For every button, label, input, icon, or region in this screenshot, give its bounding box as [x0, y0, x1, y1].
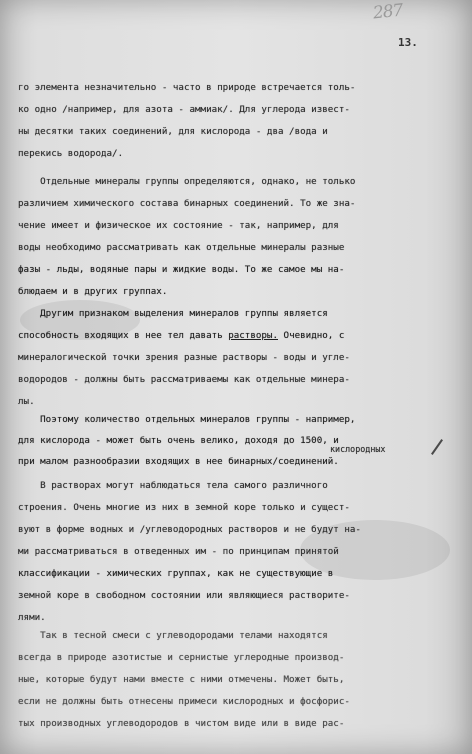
text-line: минералогической точки зрения разные растворы - воды и угле-: [18, 352, 350, 363]
handwritten-insertion: кислородных: [330, 444, 386, 454]
text-line: го элемента незначительно - часто в природе встречается толь-: [18, 82, 356, 93]
text-line: лями.: [18, 612, 46, 623]
text-line: способность входящих в нее тел давать растворы. Очевидно, с: [18, 330, 345, 341]
text-line: если не должны быть отнесены примеси кислородных и фосфорис-: [18, 696, 350, 707]
text-line: вуют в форме водных и /углеводородных растворов и не будут на-: [18, 524, 361, 535]
text-line: чение имеет и физическое их состояние - так, например, для: [18, 220, 339, 231]
text-line: земной коре в свободном состоянии или являющиеся растворите-: [18, 590, 350, 601]
text-line: при малом разнообразии входящих в нее бинарных/соединений.: [18, 456, 339, 467]
text-line: воды необходимо рассматривать как отдельные минералы разные: [18, 242, 345, 253]
text-line: ные, которые будут нами вместе с ними отмечены. Может быть,: [18, 674, 345, 685]
insertion-mark: [431, 439, 443, 455]
text-line: ми рассматриваться в отведенных им - по принципам принятой: [18, 546, 339, 557]
text-line: ны десятки таких соединений, для кислорода - два /вода и: [18, 126, 328, 137]
page-number: 13.: [398, 36, 418, 49]
text-line: Другим признаком выделения минералов группы является: [18, 308, 328, 319]
text-line: различием химического состава бинарных соединений. То же зна-: [18, 198, 356, 209]
text-line: строения. Очень многие из них в земной коре только и сущест-: [18, 502, 350, 513]
text-line: тых производных углеводородов в чистом виде или в виде рас-: [18, 718, 345, 729]
text-line: ко одно /например, для азота - аммиак/. Для углерода извест-: [18, 104, 350, 115]
text-line: для кислорода - может быть очень велико, доходя до 1500, и: [18, 435, 339, 446]
text-line: фазы - льды, водяные пары и жидкие воды. То же самое мы на-: [18, 264, 345, 275]
text-line: всегда в природе азотистые и сернистые углеродные производ-: [18, 652, 345, 663]
archive-number: 287: [372, 0, 404, 24]
text-line: перекись водорода/.: [18, 148, 124, 159]
text-line: Отдельные минералы группы определяются, однако, не только: [18, 176, 356, 187]
text-line: Поэтому количество отдельных минералов группы - например,: [18, 414, 356, 425]
text-line: классификации - химических группах, как не существующие в: [18, 568, 334, 579]
text-line: блюдаем и в других группах.: [18, 286, 168, 297]
text-line: Так в тесной смеси с углеводородами телами находятся: [18, 630, 328, 641]
text-line: водородов - должны быть рассматриваемы как отдельные минера-: [18, 374, 350, 385]
underlined-word: растворы.: [228, 330, 278, 341]
text-line: В растворах могут наблюдаться тела самого различного: [18, 480, 328, 491]
text-line: лы.: [18, 396, 35, 407]
